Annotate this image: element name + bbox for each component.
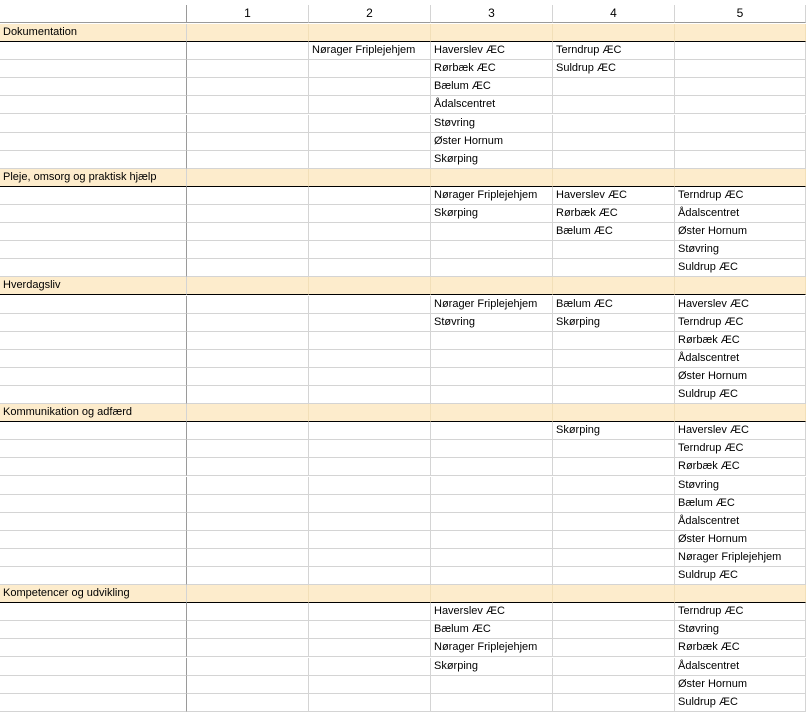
grid-cell[interactable]	[309, 567, 431, 585]
grid-cell[interactable]	[309, 60, 431, 78]
grid-cell[interactable]	[187, 241, 309, 259]
row-label-cell[interactable]	[0, 368, 187, 386]
grid-cell[interactable]	[187, 513, 309, 531]
grid-cell[interactable]	[431, 386, 553, 404]
grid-cell[interactable]: Bælum ÆC	[431, 621, 553, 639]
grid-cell[interactable]: Skørping	[553, 422, 675, 440]
grid-cell[interactable]	[553, 513, 675, 531]
row-label-cell[interactable]	[0, 187, 187, 205]
table-row	[0, 386, 806, 404]
row-label-cell[interactable]	[0, 223, 187, 241]
row-label-cell[interactable]	[0, 205, 187, 223]
grid-cell[interactable]: Bælum ÆC	[553, 296, 675, 314]
grid-cell[interactable]	[431, 350, 553, 368]
section-header-cell[interactable]	[309, 404, 431, 422]
section-header-cell[interactable]	[187, 24, 309, 42]
grid-cell[interactable]	[431, 223, 553, 241]
section-header-cell[interactable]	[309, 169, 431, 187]
grid-cell[interactable]: Terndrup ÆC	[675, 603, 806, 621]
table-row	[0, 78, 806, 96]
grid-cell[interactable]	[309, 386, 431, 404]
grid-cell[interactable]	[553, 96, 675, 114]
grid-cell[interactable]: Suldrup ÆC	[675, 259, 806, 277]
grid-cell[interactable]	[431, 259, 553, 277]
row-label-cell[interactable]	[0, 422, 187, 440]
grid-cell[interactable]	[431, 332, 553, 350]
table-row	[0, 314, 806, 332]
grid-cell[interactable]: Rørbæk ÆC	[675, 332, 806, 350]
section-header-cell[interactable]	[187, 277, 309, 295]
grid-cell[interactable]	[553, 567, 675, 585]
grid-cell[interactable]	[431, 368, 553, 386]
grid-cell[interactable]	[309, 151, 431, 169]
table-row	[0, 96, 806, 114]
table-row	[0, 639, 806, 657]
grid-cell[interactable]	[431, 477, 553, 495]
grid-cell[interactable]	[187, 531, 309, 549]
section-title[interactable]: Dokumentation	[0, 24, 187, 42]
grid-cell[interactable]	[675, 133, 806, 151]
row-label-cell[interactable]	[0, 151, 187, 169]
row-label-cell[interactable]	[0, 458, 187, 476]
column-header-5[interactable]: 5	[675, 5, 806, 23]
grid-cell[interactable]: Terndrup ÆC	[675, 440, 806, 458]
grid-cell[interactable]	[553, 458, 675, 476]
table-row	[0, 223, 806, 241]
grid-cell[interactable]	[187, 151, 309, 169]
row-label-cell[interactable]	[0, 314, 187, 332]
table-row	[0, 42, 806, 60]
row-label-cell[interactable]	[0, 549, 187, 567]
table-row	[0, 133, 806, 151]
grid-cell[interactable]	[309, 205, 431, 223]
table-row	[0, 151, 806, 169]
grid-cell[interactable]	[309, 296, 431, 314]
grid-cell[interactable]	[431, 549, 553, 567]
grid-cell[interactable]: Rørbæk ÆC	[431, 60, 553, 78]
grid-cell[interactable]	[187, 458, 309, 476]
grid-cell[interactable]	[309, 477, 431, 495]
column-header-row	[0, 5, 806, 23]
table-row	[0, 115, 806, 133]
grid-cell[interactable]	[187, 422, 309, 440]
grid-cell[interactable]	[431, 513, 553, 531]
section-header-cell[interactable]	[187, 169, 309, 187]
section-header-cell[interactable]	[187, 585, 309, 603]
grid-cell[interactable]: Øster Hornum	[675, 368, 806, 386]
grid-cell[interactable]	[187, 639, 309, 657]
grid-cell[interactable]	[309, 694, 431, 712]
grid-cell[interactable]	[431, 422, 553, 440]
grid-cell[interactable]	[553, 133, 675, 151]
grid-cell[interactable]	[187, 115, 309, 133]
grid-cell[interactable]	[309, 259, 431, 277]
section-header-row	[0, 169, 806, 187]
grid-cell[interactable]	[431, 676, 553, 694]
section-header-cell[interactable]	[675, 585, 806, 603]
grid-cell[interactable]	[309, 603, 431, 621]
grid-cell[interactable]	[553, 386, 675, 404]
grid-cell[interactable]	[553, 639, 675, 657]
section-header-cell[interactable]	[431, 585, 553, 603]
grid-cell[interactable]	[187, 368, 309, 386]
table-row	[0, 332, 806, 350]
grid-cell[interactable]	[553, 676, 675, 694]
section-header-cell[interactable]	[309, 277, 431, 295]
section-header-row	[0, 404, 806, 422]
table-row	[0, 440, 806, 458]
grid-cell[interactable]	[187, 296, 309, 314]
grid-cell[interactable]	[187, 549, 309, 567]
grid-cell[interactable]	[187, 477, 309, 495]
section-header-cell[interactable]	[675, 277, 806, 295]
section-header-cell[interactable]	[431, 277, 553, 295]
section-header-cell[interactable]	[431, 404, 553, 422]
grid-cell[interactable]	[309, 115, 431, 133]
grid-cell[interactable]: Nørager Friplejehjem	[309, 42, 431, 60]
grid-cell[interactable]	[553, 368, 675, 386]
grid-cell[interactable]	[431, 694, 553, 712]
row-label-cell[interactable]	[0, 676, 187, 694]
grid-cell[interactable]	[187, 603, 309, 621]
row-label-cell[interactable]	[0, 603, 187, 621]
grid-cell[interactable]	[553, 259, 675, 277]
table-row	[0, 205, 806, 223]
row-label-cell[interactable]	[0, 639, 187, 657]
grid-cell[interactable]: Terndrup ÆC	[675, 187, 806, 205]
row-label-cell[interactable]	[0, 694, 187, 712]
grid-cell[interactable]	[187, 42, 309, 60]
section-header-cell[interactable]	[675, 24, 806, 42]
grid-cell[interactable]	[309, 223, 431, 241]
grid-cell[interactable]: Rørbæk ÆC	[675, 639, 806, 657]
table-row	[0, 458, 806, 476]
grid-cell[interactable]	[309, 621, 431, 639]
table-row	[0, 676, 806, 694]
grid-cell[interactable]	[675, 96, 806, 114]
grid-cell[interactable]	[675, 115, 806, 133]
grid-cell[interactable]	[187, 60, 309, 78]
row-label-cell[interactable]	[0, 477, 187, 495]
grid-cell[interactable]: Terndrup ÆC	[553, 42, 675, 60]
section-header-cell[interactable]	[431, 169, 553, 187]
grid-cell[interactable]: Skørping	[553, 314, 675, 332]
section-header-row	[0, 24, 806, 42]
row-label-cell[interactable]	[0, 440, 187, 458]
grid-cell[interactable]: Bælum ÆC	[431, 78, 553, 96]
grid-cell[interactable]: Rørbæk ÆC	[675, 458, 806, 476]
grid-cell[interactable]	[309, 350, 431, 368]
table-row	[0, 658, 806, 676]
grid-cell[interactable]	[187, 133, 309, 151]
grid-cell[interactable]	[553, 603, 675, 621]
grid-cell[interactable]: Ådalscentret	[675, 205, 806, 223]
grid-cell[interactable]	[187, 694, 309, 712]
table-row	[0, 296, 806, 314]
grid-cell[interactable]	[309, 241, 431, 259]
grid-cell[interactable]: Rørbæk ÆC	[553, 205, 675, 223]
grid-cell[interactable]	[309, 513, 431, 531]
grid-cell[interactable]	[187, 676, 309, 694]
grid-cell[interactable]	[675, 42, 806, 60]
grid-cell[interactable]: Nørager Friplejehjem	[431, 639, 553, 657]
row-label-cell[interactable]	[0, 42, 187, 60]
grid-cell[interactable]	[675, 78, 806, 96]
grid-cell[interactable]: Suldrup ÆC	[675, 567, 806, 585]
column-header-2[interactable]: 2	[309, 5, 431, 23]
grid-cell[interactable]	[553, 241, 675, 259]
grid-cell[interactable]	[553, 495, 675, 513]
grid-cell[interactable]	[553, 694, 675, 712]
section-header-cell[interactable]	[431, 24, 553, 42]
grid-cell[interactable]: Øster Hornum	[675, 676, 806, 694]
row-label-cell[interactable]	[0, 531, 187, 549]
grid-cell[interactable]: Ådalscentret	[675, 658, 806, 676]
section-header-cell[interactable]	[553, 404, 675, 422]
section-header-row	[0, 277, 806, 295]
grid-cell[interactable]	[553, 151, 675, 169]
table-row	[0, 549, 806, 567]
section-header-cell[interactable]	[309, 24, 431, 42]
grid-cell[interactable]: Støvring	[675, 477, 806, 495]
row-label-cell[interactable]	[0, 332, 187, 350]
column-header-1[interactable]: 1	[187, 5, 309, 23]
grid-cell[interactable]	[187, 621, 309, 639]
grid-cell[interactable]	[675, 151, 806, 169]
grid-cell[interactable]: Skørping	[431, 658, 553, 676]
section-header-cell[interactable]	[553, 169, 675, 187]
table-row	[0, 603, 806, 621]
section-header-cell[interactable]	[553, 277, 675, 295]
grid-cell[interactable]: Nørager Friplejehjem	[431, 187, 553, 205]
grid-cell[interactable]	[553, 621, 675, 639]
grid-cell[interactable]	[309, 422, 431, 440]
column-header-4[interactable]: 4	[553, 5, 675, 23]
grid-cell[interactable]	[309, 531, 431, 549]
grid-cell[interactable]	[187, 658, 309, 676]
grid-cell[interactable]	[187, 96, 309, 114]
grid-cell[interactable]	[187, 205, 309, 223]
grid-cell[interactable]: Støvring	[431, 314, 553, 332]
section-title[interactable]: Hverdagsliv	[0, 277, 187, 295]
table-row	[0, 350, 806, 368]
section-header-cell[interactable]	[553, 24, 675, 42]
grid-cell[interactable]: Ådalscentret	[675, 513, 806, 531]
grid-cell[interactable]: Suldrup ÆC	[553, 60, 675, 78]
table-row	[0, 422, 806, 440]
grid-cell[interactable]	[431, 458, 553, 476]
row-label-cell[interactable]	[0, 115, 187, 133]
grid-cell[interactable]	[309, 549, 431, 567]
grid-cell[interactable]	[309, 314, 431, 332]
grid-cell[interactable]	[187, 386, 309, 404]
grid-cell[interactable]	[187, 314, 309, 332]
grid-cell[interactable]	[553, 477, 675, 495]
section-header-cell[interactable]	[675, 404, 806, 422]
table-row	[0, 694, 806, 712]
grid-cell[interactable]: Ådalscentret	[431, 96, 553, 114]
grid-cell[interactable]	[431, 241, 553, 259]
column-header-blank[interactable]	[0, 5, 187, 23]
grid-cell[interactable]: Haverslev ÆC	[675, 296, 806, 314]
grid-cell[interactable]: Støvring	[675, 241, 806, 259]
grid-cell[interactable]	[187, 187, 309, 205]
grid-cell[interactable]	[187, 495, 309, 513]
section-title[interactable]: Kompetencer og udvikling	[0, 585, 187, 603]
section-header-cell[interactable]	[187, 404, 309, 422]
grid-cell[interactable]	[553, 115, 675, 133]
table-row	[0, 187, 806, 205]
grid-cell[interactable]: Øster Hornum	[675, 223, 806, 241]
grid-cell[interactable]: Øster Hornum	[431, 133, 553, 151]
grid-cell[interactable]: Skørping	[431, 151, 553, 169]
grid-cell[interactable]	[309, 332, 431, 350]
grid-cell[interactable]: Nørager Friplejehjem	[431, 296, 553, 314]
grid-cell[interactable]: Suldrup ÆC	[675, 386, 806, 404]
table-row	[0, 60, 806, 78]
grid-cell[interactable]	[187, 78, 309, 96]
grid-cell[interactable]	[309, 96, 431, 114]
grid-cell[interactable]	[309, 495, 431, 513]
grid-cell[interactable]: Haverslev ÆC	[553, 187, 675, 205]
section-title[interactable]: Pleje, omsorg og praktisk hjælp	[0, 169, 187, 187]
grid-cell[interactable]	[187, 223, 309, 241]
table-row	[0, 531, 806, 549]
table-row	[0, 495, 806, 513]
grid-cell[interactable]	[553, 549, 675, 567]
grid-cell[interactable]: Ådalscentret	[675, 350, 806, 368]
grid-cell[interactable]: Nørager Friplejehjem	[675, 549, 806, 567]
grid-cell[interactable]: Støvring	[675, 621, 806, 639]
row-label-cell[interactable]	[0, 350, 187, 368]
section-header-cell[interactable]	[309, 585, 431, 603]
table-row	[0, 241, 806, 259]
grid-cell[interactable]	[431, 531, 553, 549]
grid-cell[interactable]: Støvring	[431, 115, 553, 133]
table-row	[0, 513, 806, 531]
grid-cell[interactable]: Bælum ÆC	[553, 223, 675, 241]
row-label-cell[interactable]	[0, 658, 187, 676]
grid-cell[interactable]: Suldrup ÆC	[675, 694, 806, 712]
grid-cell[interactable]	[553, 658, 675, 676]
row-label-cell[interactable]	[0, 133, 187, 151]
grid-cell[interactable]	[187, 440, 309, 458]
section-header-cell[interactable]	[675, 169, 806, 187]
row-label-cell[interactable]	[0, 241, 187, 259]
grid-cell[interactable]	[431, 440, 553, 458]
table-row	[0, 259, 806, 277]
table-row	[0, 621, 806, 639]
grid-cell[interactable]	[309, 187, 431, 205]
grid-cell[interactable]	[309, 676, 431, 694]
grid-cell[interactable]	[309, 440, 431, 458]
grid-cell[interactable]	[553, 332, 675, 350]
grid-cell[interactable]: Haverslev ÆC	[431, 42, 553, 60]
grid-cell[interactable]	[187, 259, 309, 277]
grid-cell[interactable]	[187, 567, 309, 585]
row-label-cell[interactable]	[0, 567, 187, 585]
table-row	[0, 477, 806, 495]
grid-cell[interactable]	[431, 495, 553, 513]
row-label-cell[interactable]	[0, 96, 187, 114]
grid-cell[interactable]: Bælum ÆC	[675, 495, 806, 513]
row-label-cell[interactable]	[0, 495, 187, 513]
grid-cell[interactable]	[187, 332, 309, 350]
grid-cell[interactable]	[309, 639, 431, 657]
grid-cell[interactable]	[187, 350, 309, 368]
row-label-cell[interactable]	[0, 60, 187, 78]
grid-cell[interactable]	[309, 368, 431, 386]
grid-cell[interactable]	[675, 60, 806, 78]
grid-cell[interactable]: Haverslev ÆC	[675, 422, 806, 440]
grid-cell[interactable]	[553, 531, 675, 549]
column-header-3[interactable]: 3	[431, 5, 553, 23]
row-label-cell[interactable]	[0, 621, 187, 639]
table-row	[0, 567, 806, 585]
row-label-cell[interactable]	[0, 386, 187, 404]
row-label-cell[interactable]	[0, 513, 187, 531]
grid-cell[interactable]	[553, 78, 675, 96]
section-title[interactable]: Kommunikation og adfærd	[0, 404, 187, 422]
grid-cell[interactable]	[553, 350, 675, 368]
grid-cell[interactable]: Terndrup ÆC	[675, 314, 806, 332]
grid-cell[interactable]: Haverslev ÆC	[431, 603, 553, 621]
grid-cell[interactable]: Øster Hornum	[675, 531, 806, 549]
grid-cell[interactable]	[553, 440, 675, 458]
grid-cell[interactable]	[309, 78, 431, 96]
grid-cell[interactable]	[309, 658, 431, 676]
grid-cell[interactable]	[309, 458, 431, 476]
row-label-cell[interactable]	[0, 259, 187, 277]
grid-cell[interactable]	[309, 133, 431, 151]
section-header-cell[interactable]	[553, 585, 675, 603]
row-label-cell[interactable]	[0, 78, 187, 96]
row-label-cell[interactable]	[0, 296, 187, 314]
grid-cell[interactable]	[431, 567, 553, 585]
grid-cell[interactable]: Skørping	[431, 205, 553, 223]
table-row	[0, 368, 806, 386]
section-header-row	[0, 585, 806, 603]
